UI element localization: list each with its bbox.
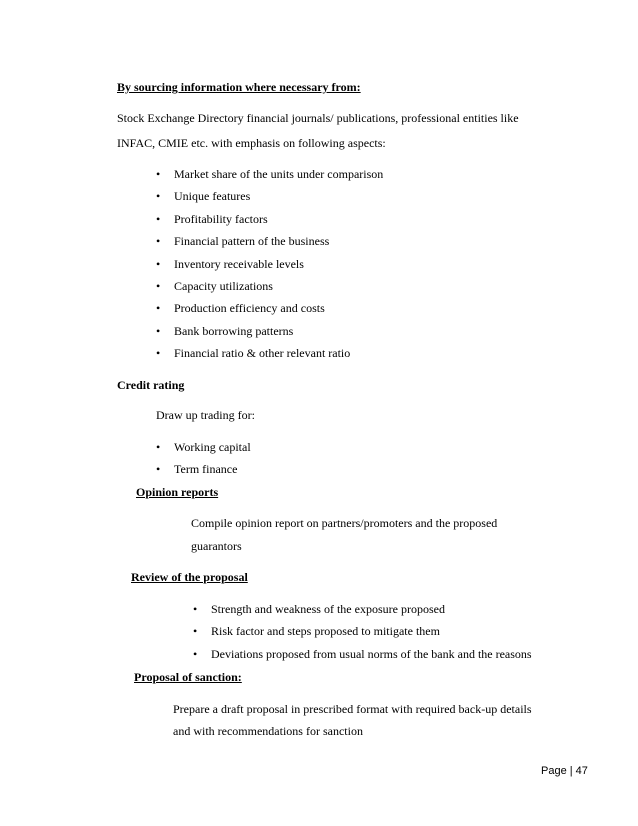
bullet-icon: • xyxy=(156,189,161,204)
bullet-icon: • xyxy=(193,602,198,616)
section-heading-review: Review of the proposal xyxy=(131,570,248,584)
credit-rating-intro: Draw up trading for: xyxy=(156,408,255,422)
bullet-icon: • xyxy=(156,278,161,293)
sanction-line-2: and with recommendations for sanction xyxy=(173,724,363,738)
bullet-icon: • xyxy=(193,646,198,661)
sanction-line-1: Prepare a draft proposal in prescribed format with required back-up details xyxy=(173,702,532,716)
section-heading-sanction: Proposal of sanction: xyxy=(134,670,242,684)
section-heading-sourcing: By sourcing information where necessary from: xyxy=(117,80,361,94)
bullet-icon: • xyxy=(156,462,161,477)
page-number: Page | 47 xyxy=(541,765,588,777)
bullet-icon: • xyxy=(193,624,198,639)
opinion-reports-line-1: Compile opinion report on partners/promoters and the proposed xyxy=(191,516,498,530)
bullet-icon: • xyxy=(156,346,161,361)
sourcing-intro-line-1: Stock Exchange Directory financial journals/ publications, professional entities like xyxy=(117,111,519,125)
bullet-icon: • xyxy=(156,256,161,271)
section-heading-opinion-reports: Opinion reports xyxy=(136,485,219,499)
bullet-icon: • xyxy=(156,167,161,181)
section-heading-credit-rating: Credit rating xyxy=(117,378,185,392)
bullet-icon: • xyxy=(156,234,161,249)
document-page: By sourcing information where necessary from: Stock Exchange Directory financial journals/ publications, professional entities like INFAC, CMIE etc. with emphasis on following aspects: • Market share of the units under comparison • Unique features • Profitability factors • Financial pattern of the business • Inventory receivable levels • Capacity utilizations • Production efficiency and costs • Bank borrowing patterns • Financial ratio & other relevant ratio Credit rating Draw up trading for: • Working capital • Term finance Opinion reports Compile opinion report on partners/promoters and the proposed guarantors Review of the proposal • Strength and weakness of the exposure proposed • Risk factor and steps proposed to mitigate them • Deviations proposed from usual norms of the bank and the reasons Proposal of sanction: Prepare a draft proposal in prescribed format with required back-up details and with recommendations for sanction Page | 47 xyxy=(117,80,588,777)
opinion-reports-line-2: guarantors xyxy=(191,539,242,553)
bullet-icon: • xyxy=(156,211,161,226)
bullet-icon: • xyxy=(156,301,161,316)
bullet-icon: • xyxy=(156,440,161,454)
bullet-icon: • xyxy=(156,323,161,338)
sourcing-intro-line-2: INFAC, CMIE etc. with emphasis on following aspects: xyxy=(117,136,386,150)
